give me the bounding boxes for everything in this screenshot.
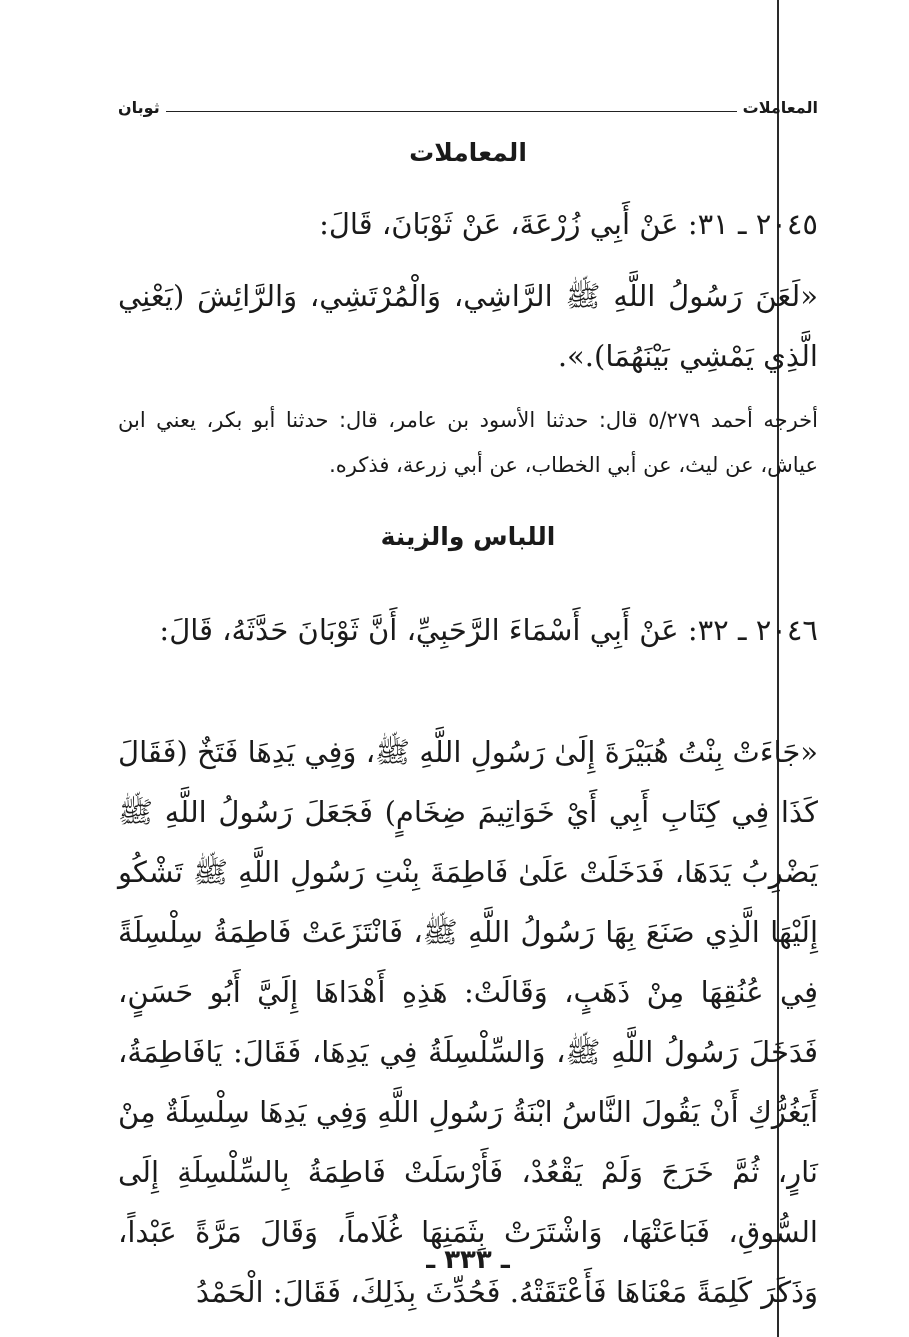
section-title-muamalat: المعاملات: [409, 138, 527, 167]
running-header: [118, 93, 818, 117]
header-narrator: ثوبان: [118, 98, 160, 117]
hadith-2045-isnad: ٢٠٤٥ ـ ٣١: عَنْ أَبِي زُرْعَةَ، عَنْ ثَوْبَانَ، قَالَ:: [319, 207, 818, 241]
section-title-libas: اللباس والزينة: [380, 522, 556, 551]
hadith-2046-text: «جَاءَتْ بِنْتُ هُبَيْرَةَ إِلَىٰ رَسُولِ اللَّهِ ﷺ، وَفِي يَدِهَا فَتَخٌ (فَقَالَ كَذَا فِي كِتَابِ أَبِي أَيْ خَوَاتِيمَ ضِخَامٍ) فَجَعَلَ رَسُولُ اللَّهِ ﷺ يَضْرِبُ يَدَهَا، فَدَخَلَتْ عَلَىٰ فَاطِمَةَ بِنْتِ رَسُولِ اللَّهِ ﷺ تَشْكُو إِلَيْهَا الَّذِي صَنَعَ بِهَا رَسُولُ اللَّهِ ﷺ، فَانْتَزَعَتْ فَاطِمَةُ سِلْسِلَةً فِي عُنُقِهَا مِنْ ذَهَبٍ، وَقَالَتْ: هَذِهِ أَهْدَاهَا إِلَيَّ أَبُو حَسَنٍ، فَدَخَلَ رَسُولُ اللَّهِ ﷺ، وَالسِّلْسِلَةُ فِي يَدِهَا، فَقَالَ: يَافَاطِمَةُ، أَيَغُرُّكِ أَنْ يَقُولَ النَّاسُ ابْنَةُ رَسُولِ اللَّهِ وَفِي يَدِهَا سِلْسِلَةٌ مِنْ نَارٍ، ثُمَّ خَرَجَ وَلَمْ يَقْعُدْ، فَأَرْسَلَتْ فَاطِمَةُ بِالسِّلْسِلَةِ إِلَى السُّوقِ، فَبَاعَتْهَا، وَاشْتَرَتْ بِثَمَنِهَا غُلَاماً، وَقَالَ مَرَّةً عَبْداً، وَذَكَرَ كَلِمَةً مَعْنَاهَا فَأَعْتَقَتْهُ. فَحُدِّثَ بِذَلِكَ، فَقَالَ: الْحَمْدُ: [118, 735, 818, 1309]
header-chapter: المعاملات: [742, 98, 818, 117]
hadith-2046-isnad: ٢٠٤٦ ـ ٣٢: عَنْ أَبِي أَسْمَاءَ الرَّحَبِيِّ، أَنَّ ثَوْبَانَ حَدَّثَهُ، قَالَ:: [159, 613, 818, 647]
hadith-2045-takhrij: أخرجه أحمد ٥/٢٧٩ قال: حدثنا الأسود بن عامر، قال: حدثنا أبو بكر، يعني ابن عياش، عن ليث، عن أبي الخطاب، عن أبي زرعة، فذكره.: [118, 408, 818, 477]
hadith-2045-text: «لَعَنَ رَسُولُ اللَّهِ ﷺ الرَّاشِي، وَالْمُرْتَشِي، وَالرَّائِشَ (يَعْنِي الَّذِي يَمْشِي بَيْنَهُمَا).».: [118, 279, 818, 373]
page-number: ـ ٣٣٣ ـ: [426, 1245, 510, 1275]
header-rule: [166, 111, 737, 112]
